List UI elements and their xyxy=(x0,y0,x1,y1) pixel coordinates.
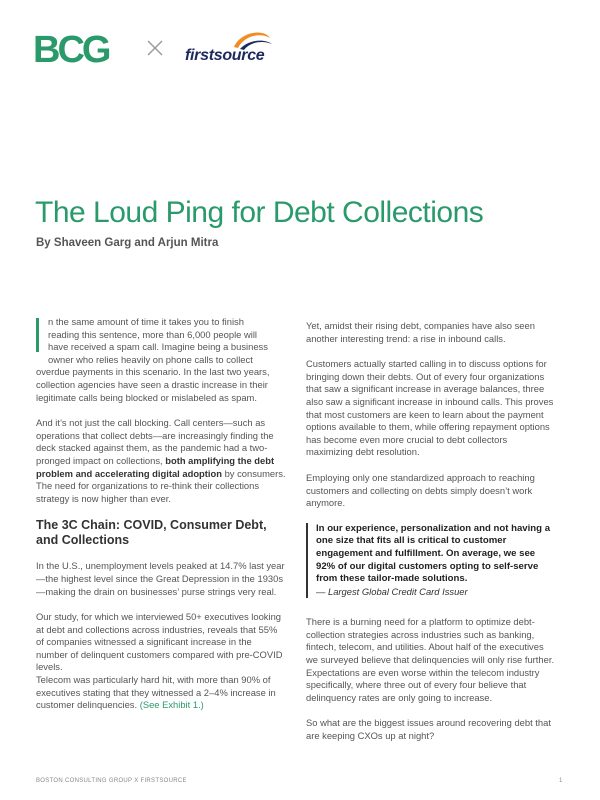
pull-quote xyxy=(306,523,556,599)
firstsource-wordmark: firstsource xyxy=(185,47,265,64)
emphasis-text: both amplifying the debt problem and accelerating digital adoption xyxy=(36,454,275,479)
section-heading: The 3C Chain: COVID, Consumer Debt, and Collections xyxy=(36,518,267,548)
byline: By Shaveen Garg and Arjun Mitra xyxy=(36,237,219,249)
closing-question: So what are the biggest issues around recovering debt that are keeping CXOs up at night? xyxy=(306,717,551,742)
study-paragraph: Our study, for which we interviewed 50+ executives looking at debt and collections across industries, reveals that 55% of companies witnessed a significant increase in the number of delinquent customers compared with pre-COVID levels. xyxy=(36,611,283,673)
drop-cap-bar xyxy=(36,318,39,352)
left-column xyxy=(36,316,286,725)
firstsource-logo xyxy=(185,30,273,68)
call-blocking-paragraph xyxy=(36,417,286,505)
platform-paragraph: There is a burning need for a platform to optimize debt-collection strategies across industries such as banking, fintech, telecom, and utilities. About half of the executives we surveyed believe that delinquencies will only rise further. Expectations are even worse within the telecom industry specifically, where three out of every four believe that delinquency rates are only going to increase. xyxy=(306,616,555,703)
bcg-logo-mark xyxy=(33,31,131,65)
bcg-logo-text: BCG xyxy=(33,31,109,65)
quote-source: — Largest Global Credit Card Issuer xyxy=(316,585,468,597)
intro-rest: overdue payments in this scenario. In the last two years, collection agencies have seen a drastic increase in their legitimate calls being blocked or mislabeled as spam. xyxy=(36,366,270,403)
intro-paragraph xyxy=(36,316,286,404)
inbound-paragraph: Yet, amidst their rising debt, companies have also seen another interesting trend: a rise in inbound calls. xyxy=(306,320,535,344)
right-column xyxy=(306,320,556,756)
logo-bar xyxy=(33,28,165,68)
quote-text: In our experience, personalization and not having a one size that fits all is critical to customer engagement and fulfillment. On average, we see 92% of our digital customers opting to self-serve from these tailor-made solutions. xyxy=(316,522,551,585)
intro-line: have received a spam call. Imagine being a business xyxy=(48,341,268,353)
times-icon xyxy=(145,38,165,58)
bcg-logo xyxy=(33,31,131,65)
paragraph-text: Telecom was particularly hard hit, with more than 90% of executives stating that they witnessed a 2–4% increase in customer delinquencies. xyxy=(36,674,276,711)
paragraph-text: And it’s not just the call blocking. Call centers—such as operations that collect debts—are increasingly finding the deck stacked against them, as the pandemic had a two-pronged impact on collections, xyxy=(36,417,274,466)
article-title: The Loud Ping for Debt Collections xyxy=(35,196,484,229)
page-number: 1 xyxy=(559,778,563,784)
exhibit-link[interactable]: (See Exhibit 1.) xyxy=(139,699,204,711)
intro-line: reading this sentence, more than 6,000 people will xyxy=(48,328,257,340)
telecom-paragraph xyxy=(36,674,286,712)
intro-line: n the same amount of time it takes you to finish xyxy=(48,316,244,327)
standardized-paragraph: Employing only one standardized approach to reaching customers and collecting on debts simply doesn’t work anymore. xyxy=(306,471,535,509)
customers-paragraph: Customers actually started calling in to discuss options for bringing down their debts. Out of every four organizations that saw a significant increase in average balances, three also saw a significant increase in inbound calls. This proves that most customers are keen to learn about the payment options available to them, while offering repayment options has become even more crucial to debt collectors maximizing debt resolution. xyxy=(306,358,554,458)
intro-line: owner who relies heavily on phone calls to collect xyxy=(48,353,253,365)
paragraph-text: by consumers. The need for organizations to re-think their collections strategy is now higher than ever. xyxy=(36,467,286,504)
unemployment-paragraph: In the U.S., unemployment levels peaked at 14.7% last year—the highest level since the Great Depression in the 1930s—making the drain on businesses’ purse strings very real. xyxy=(36,560,285,597)
footer-text: BOSTON CONSULTING GROUP X FIRSTSOURCE xyxy=(36,778,187,784)
